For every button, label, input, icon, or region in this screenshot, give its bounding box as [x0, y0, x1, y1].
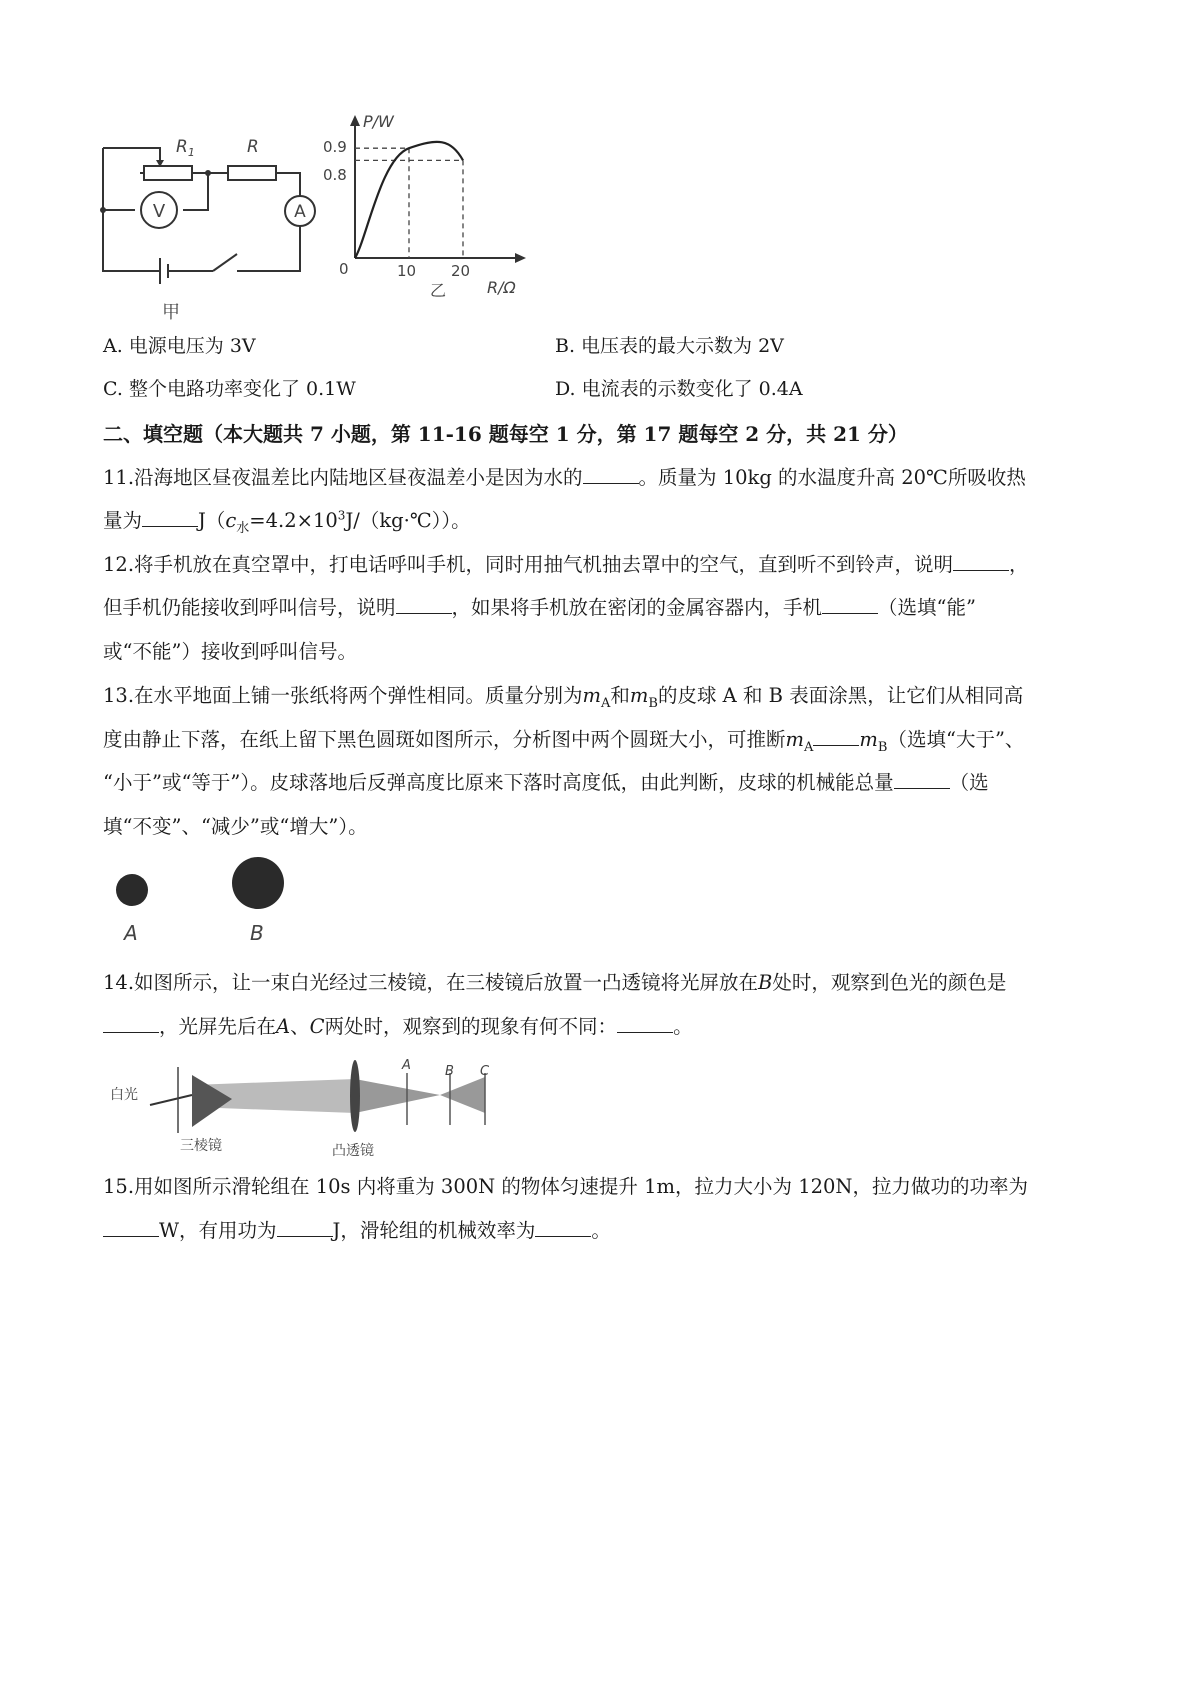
option-a[interactable]: A. 电源电压为 3V: [103, 335, 256, 357]
q12-blank-2[interactable]: [396, 595, 452, 614]
q13-line-4: 填“不变”、“减少”或“增大”）。: [103, 815, 368, 838]
y-axis-label: P/W: [363, 112, 394, 131]
q12-line-2: 但手机仍能接收到呼叫信号，说明 ，如果将手机放在密闭的金属容器内，手机 （选填“能”: [103, 596, 976, 619]
ball-spots-figure: [110, 850, 310, 950]
q14-line-1: 14.如图所示，让一束白光经过三棱镜，在三棱镜后放置一凸透镜将光屏放在B处时，观察到色光的颜色是: [103, 971, 1007, 994]
q15-blank-2[interactable]: [277, 1218, 333, 1237]
prism-icon: [192, 1075, 232, 1127]
origin-label: 0: [339, 260, 349, 278]
power-resistance-graph: [323, 110, 535, 310]
q15-blank-3[interactable]: [535, 1218, 591, 1237]
q12-line-3: 或“不能”）接收到呼叫信号。: [103, 640, 357, 663]
q15-line-2: W，有用功为 J，滑轮组的机械效率为 。: [103, 1215, 611, 1243]
ammeter-label: A: [294, 202, 306, 222]
graph-caption: 乙: [430, 281, 447, 300]
voltmeter-label: V: [152, 201, 166, 222]
x-axis-label: R/Ω: [487, 278, 516, 297]
circuit-caption: 甲: [162, 302, 180, 323]
screen-c-label: C: [480, 1064, 490, 1079]
screen-a-label: A: [402, 1058, 411, 1073]
q15-blank-1[interactable]: [103, 1218, 159, 1237]
option-b[interactable]: B. 电压表的最大示数为 2V: [555, 335, 784, 357]
q12-blank-1[interactable]: [953, 552, 1009, 571]
x-tick-2: 20: [451, 262, 471, 280]
q14-blank-2[interactable]: [617, 1014, 673, 1033]
spot-a: [116, 874, 148, 906]
prism-lens-figure: [110, 1055, 500, 1160]
screen-b-label: B: [445, 1064, 454, 1079]
r1-label: $R_1$: [176, 137, 195, 159]
q14-line-2: ，光屏先后在A、C两处时，观察到的现象有何不同： 。: [103, 1011, 693, 1039]
q13-line-3: “小于”或“等于”）。皮球落地后反弹高度比原来下落时高度低，由此判断，皮球的机械能总量 （选: [103, 771, 989, 794]
q11-blank-2[interactable]: [142, 508, 198, 527]
q14-blank-1[interactable]: [103, 1014, 159, 1033]
r-label: R: [247, 137, 259, 157]
white-light-label: 白光: [110, 1087, 138, 1103]
q13-blank-2[interactable]: [894, 770, 950, 789]
x-tick-1: 10: [397, 262, 417, 280]
section-heading: 二、填空题（本大题共 7 小题，第 11-16 题每空 1 分，第 17 题每空 2 分，共 21 分）: [103, 422, 908, 446]
q13-line-2: 度由静止下落，在纸上留下黑色圆斑如图所示，分析图中两个圆斑大小，可推断$m_A$ $m_B$（选填“大于”、: [103, 728, 1025, 755]
q12-line-1: 12.将手机放在真空罩中，打电话呼叫手机，同时用抽气机抽去罩中的空气，直到听不到铃声，说明 ，: [103, 553, 1029, 576]
q15-line-1: 15.用如图所示滑轮组在 10s 内将重为 300N 的物体匀速提升 1m，拉力大小为 120N，拉力做功的功率为: [103, 1175, 1028, 1198]
option-c[interactable]: C. 整个电路功率变化了 0.1W: [103, 378, 356, 400]
q12-blank-3[interactable]: [822, 595, 878, 614]
lens-icon: [350, 1060, 360, 1132]
circuit-diagram: [100, 118, 330, 333]
q13-line-1: 13.在水平地面上铺一张纸将两个弹性相同。质量分别为$m_A$和$m_B$的皮球 A 和 B 表面涂黑，让它们从相同高: [103, 684, 1024, 711]
q11-line-2: 量为 $J(c_水=4.2\times 10^3J/(kg\cdot℃))$。: [103, 508, 471, 536]
y-tick-high: 0.9: [323, 138, 347, 156]
option-d[interactable]: D. 电流表的示数变化了 0.4A: [555, 378, 803, 400]
spot-a-label: A: [124, 921, 138, 945]
q11-blank-1[interactable]: [583, 465, 639, 484]
y-tick-low: 0.8: [323, 166, 347, 184]
prism-label: 三棱镜: [180, 1138, 222, 1154]
spot-b: [232, 857, 284, 909]
spot-b-label: B: [250, 921, 264, 945]
q13-blank-1[interactable]: [813, 727, 859, 746]
q11-line-1: 11.沿海地区昼夜温差比内陆地区昼夜温差小是因为水的 。质量为 10kg 的水温度升高 20℃所吸收热: [103, 466, 1026, 489]
lens-label: 凸透镜: [332, 1143, 374, 1159]
